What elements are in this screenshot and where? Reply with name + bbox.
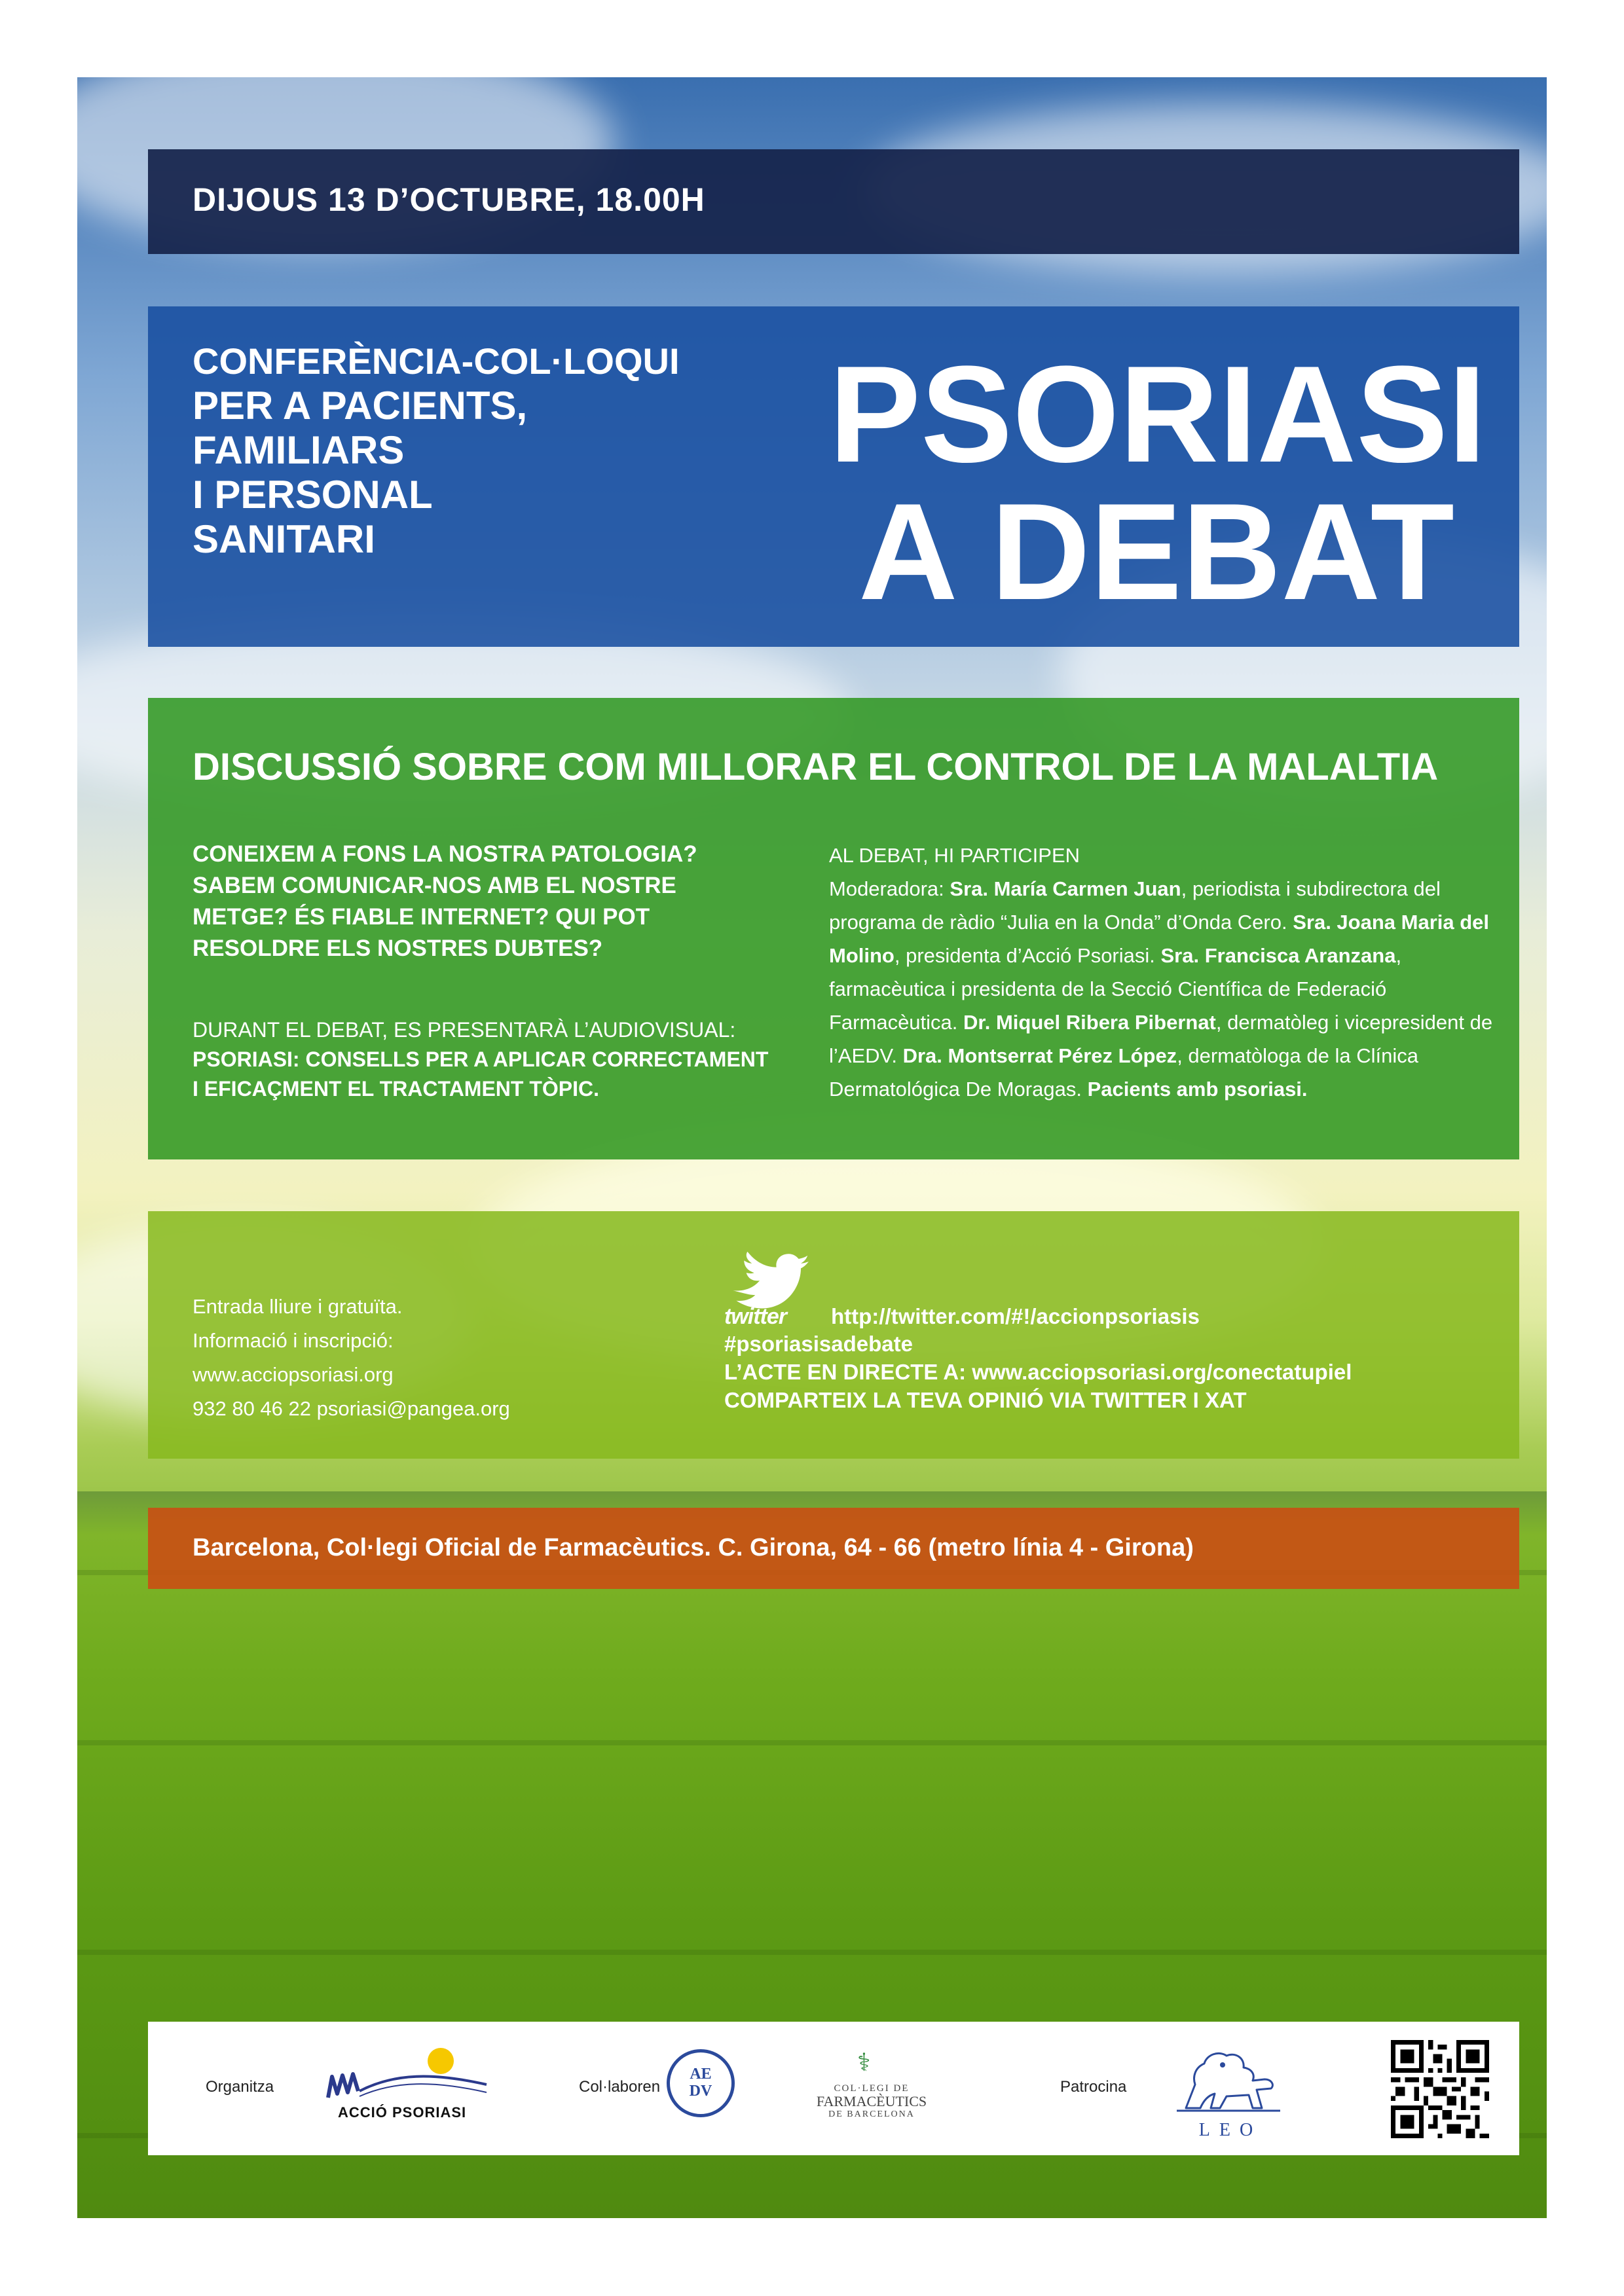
entry-note: Entrada lliure i gratuïta. [193,1295,403,1318]
qr-code-icon[interactable] [1391,2040,1489,2138]
event-date: DIJOUS 13 D’OCTUBRE, 18.00H [193,181,705,218]
sponsors-bar [148,2022,1519,2155]
poster [77,77,1547,2218]
event-title [829,337,1486,629]
leo-lion-icon [1173,2045,1284,2117]
participant-name: Sra. María Carmen Juan [950,877,1181,900]
pharmacy-icon: ⚕ [857,2049,871,2077]
registration-info [193,1290,510,1426]
participants [829,839,1504,1106]
info-panel [148,1211,1519,1459]
question-line: CONEIXEM A FONS LA NOSTRA PATOLOGIA? [193,841,697,867]
participant-name: Sra. Joana Maria del Molino [829,911,1490,967]
info-label: Informació i inscripció: [193,1329,394,1352]
participants-heading: AL DEBAT, HI PARTICIPEN [829,844,1080,867]
question-line: METGE? ÉS FIABLE INTERNET? QUI POT [193,904,650,930]
accio-psoriasi-name: ACCIÓ PSORIASI [338,2104,467,2121]
aedv-logo [667,2049,735,2117]
date-banner [148,149,1519,254]
participants-list [829,872,1504,1106]
grass-texture [77,1740,1547,1745]
organizer-label: Organitza [206,2078,274,2096]
aedv-text [670,2066,731,2100]
title-line: PSORIASI [829,337,1486,491]
participant-desc: , farmacèutica i presidenta de la Secció Científica de Federació Farmacèutica. [829,944,1402,1034]
sponsor-label: Patrocina [1060,2078,1127,2096]
subtitle-line: CONFERÈNCIA-COL·LOQUI [193,340,680,382]
hashtag: #psoriasisadebate [724,1332,913,1356]
grass-texture [77,1950,1547,1955]
audiovisual-note [193,1015,769,1104]
participant-desc: , presidenta d’Acció Psoriasi. [894,944,1161,967]
aedv-line: DV [689,2083,712,2100]
website-link[interactable]: www.acciopsoriasi.org [193,1363,394,1386]
participant-name: Dr. Miquel Ribera Pibernat [963,1011,1216,1034]
subtitle-line: I PERSONAL [193,473,433,517]
participant-name: Sra. Francisca Aranzana [1160,944,1396,967]
live-stream-link[interactable]: L’ACTE EN DIRECTE A: www.acciopsoriasi.org/conectatupiel [724,1360,1352,1384]
audiovisual-intro: DURANT EL DEBAT, ES PRESENTARÀ L’AUDIOVISUAL: [193,1018,736,1042]
title-line: A DEBAT [858,475,1454,629]
subtitle-line: SANITARI [193,517,375,561]
cof-line: FARMACÈUTICS [816,2093,927,2109]
cof-line: COL·LEGI DE [834,2083,910,2094]
participant-desc: , dermatòloga de la Clínica Dermatológica De Moragas. [829,1044,1418,1101]
audiovisual-title: PSORIASI: CONSELLS PER A APLICAR CORRECTAMENT [193,1048,769,1071]
participant-name: Pacients amb psoriasi. [1087,1078,1308,1101]
subtitle-line: FAMILIARS [193,428,405,472]
collaborators-label: Col·laboren [579,2078,661,2096]
aedv-line: AE [690,2066,712,2083]
share-opinion: COMPARTEIX LA TEVA OPINIÓ VIA TWITTER I XAT [724,1388,1247,1412]
participant-desc: , dermatòleg i vicepresident de l’AEDV. [829,1011,1493,1067]
participant-name: Dra. Montserrat Pérez López [902,1044,1177,1067]
moderator-label: Moderadora: [829,877,950,900]
contact-line[interactable]: 932 80 46 22 psoriasi@pangea.org [193,1397,510,1420]
event-subtitle [193,339,680,562]
twitter-url[interactable]: http://twitter.com/#!/accionpsoriasis [831,1304,1200,1328]
leo-name: LEO [1198,2120,1263,2140]
cof-logo-text [803,2082,940,2121]
cof-line: DE BARCELONA [828,2109,915,2119]
participant-desc: , periodista i subdirectora del programa de ràdio “Julia en la Onda” d’Onda Cero. [829,877,1441,934]
venue-address: Barcelona, Col·legi Oficial de Farmacèutics. C. Girona, 64 - 66 (metro línia 4 - Girona) [193,1534,1194,1561]
question-line: SABEM COMUNICAR-NOS AMB EL NOSTRE [193,873,676,898]
venue-banner [148,1508,1519,1589]
discussion-heading: DISCUSSIÓ SOBRE COM MILLORAR EL CONTROL DE LA MALALTIA [193,746,1439,788]
twitter-wordmark: twitter [724,1304,786,1329]
audiovisual-title: I EFICAÇMENT EL TRACTAMENT TÒPIC. [193,1077,600,1101]
question-line: RESOLDRE ELS NOSTRES DUBTES? [193,936,603,961]
questions [193,839,769,964]
title-banner [148,306,1519,647]
discussion-panel [148,698,1519,1159]
subtitle-line: PER A PACIENTS, [193,384,528,428]
